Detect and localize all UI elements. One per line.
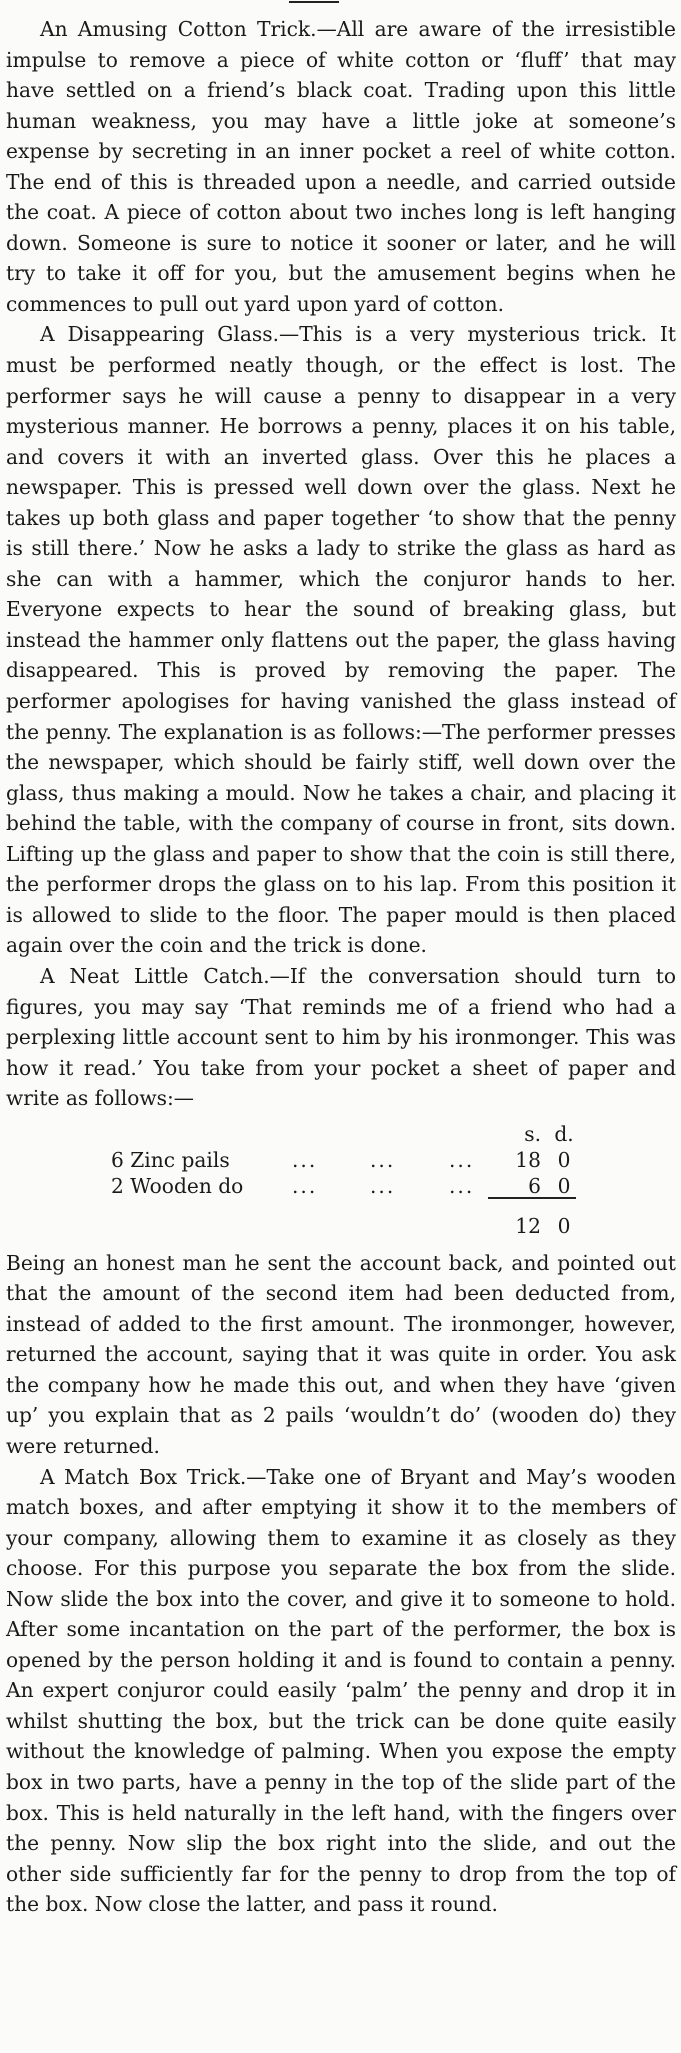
leader-dots: ... (370, 1173, 396, 1198)
leader-dots: ... (449, 1147, 475, 1172)
account-total-pence: 0 (557, 1213, 571, 1238)
top-rule (289, 1, 339, 3)
account-item: 6 Zinc pails (111, 1147, 230, 1172)
leader-dots: ... (449, 1173, 475, 1198)
account-pence: 0 (557, 1147, 571, 1172)
article-column (6, 14, 676, 1920)
account-row (6, 1174, 676, 1204)
paragraph-match-box-trick: A Match Box Trick.—Take one of Bryant and May’s wooden match boxes, and after emptying it show it to the members of your company, allowing them to examine it as closely as they choose. For this purpose you separate the box from the slide. Now slide the box into the cover, and give it to someone to hold. After some incantation on the part of the performer, the box is opened by the person holding it and is found to contain a penny. An expert conjuror could easily ‘palm’ the penny and drop it in whilst shutting the box, but the trick can be done quite easily without the knowledge of palming. When you expose the empty box in two parts, have a penny in the top of the slide part of the box. This is held naturally in the left hand, with the fingers over the penny. Now slip the box right into the slide, and out the other side sufficiently far for the penny to drop from the top of the box. Now close the latter, and pass it round. (6, 1464, 676, 1917)
account-total-shillings: 12 (515, 1213, 541, 1238)
paragraph-disappearing-glass: A Disappearing Glass.—This is a very mysterious trick. It must be performed neatly though, or the effect is lost. The performer says he will cause a penny to disappear in a very mysterious manner. He borrows a penny, places it on his table, and covers it with an inverted glass. Over this he places a newspaper. This is pressed well down over the glass. Next he takes up both glass and paper together ‘to show that the penny is still there.’ Now he asks a lady to strike the glass as hard as she can with a hammer, which the conjuror hands to her. Everyone expects to hear the sound of breaking glass, but instead the hammer only flattens out the paper, the glass having disappeared. This is proved by removing the paper. The performer apologises for having vanished the glass instead of the penny. The explanation is as follows:—The performer presses the newspaper, which should be fairly stiff, well down over the glass, thus making a mould. Now he takes a chair, and placing it behind the table, with the company of course in front, sits down. Lifting up the glass and paper to show that the coin is still there, the performer drops the glass on to his lap. From this position it is allowed to slide to the floor. The paper mould is then placed again over the coin and the trick is done. (6, 322, 676, 958)
leader-dots: ... (370, 1147, 396, 1172)
paragraph-catch-explanation: Being an honest man he sent the account back, and pointed out that the amount of the second item had been deducted from, instead of added to the first amount. The ironmonger, however, returned the account, saying that it was quite in order. You ask the company how he made this out, and when they have ‘given up’ you explain that as 2 pails ‘wouldn’t do’ (wooden do) they were returned. (6, 1250, 676, 1458)
account-header-pence: d. (554, 1121, 574, 1146)
account-shillings: 6 (528, 1173, 541, 1198)
account-pence: 0 (557, 1173, 571, 1198)
account-table (6, 1114, 676, 1248)
paragraph-cotton-trick: An Amusing Cotton Trick.—All are aware of the irresistible impulse to remove a piece of white cotton or ‘fluff’ that may have settled on a friend’s black coat. Trading upon this little human weakness, you may have a little joke at someone’s expense by secreting in an inner pocket a reel of white cotton. The end of this is threaded upon a needle, and carried outside the coat. A piece of cotton about two inches long is left hanging down. Someone is sure to notice it sooner or later, and he will try to take it off for you, but the amusement begins when he commences to pull out yard upon yard of cotton. (6, 17, 676, 316)
total-rule (488, 1197, 576, 1199)
account-header-shillings: s. (524, 1121, 541, 1146)
account-item: 2 Wooden do (111, 1173, 244, 1198)
leader-dots: ... (292, 1147, 318, 1172)
paragraph-neat-catch: A Neat Little Catch.—If the conversation should turn to figures, you may say ‘That reminds me of a friend who had a perplexing little account sent to him by his ironmonger. This was how it read.’ You take from your pocket a sheet of paper and write as follows:— (6, 963, 676, 1111)
account-total-row (6, 1214, 676, 1244)
leader-dots: ... (292, 1173, 318, 1198)
account-shillings: 18 (515, 1147, 541, 1172)
